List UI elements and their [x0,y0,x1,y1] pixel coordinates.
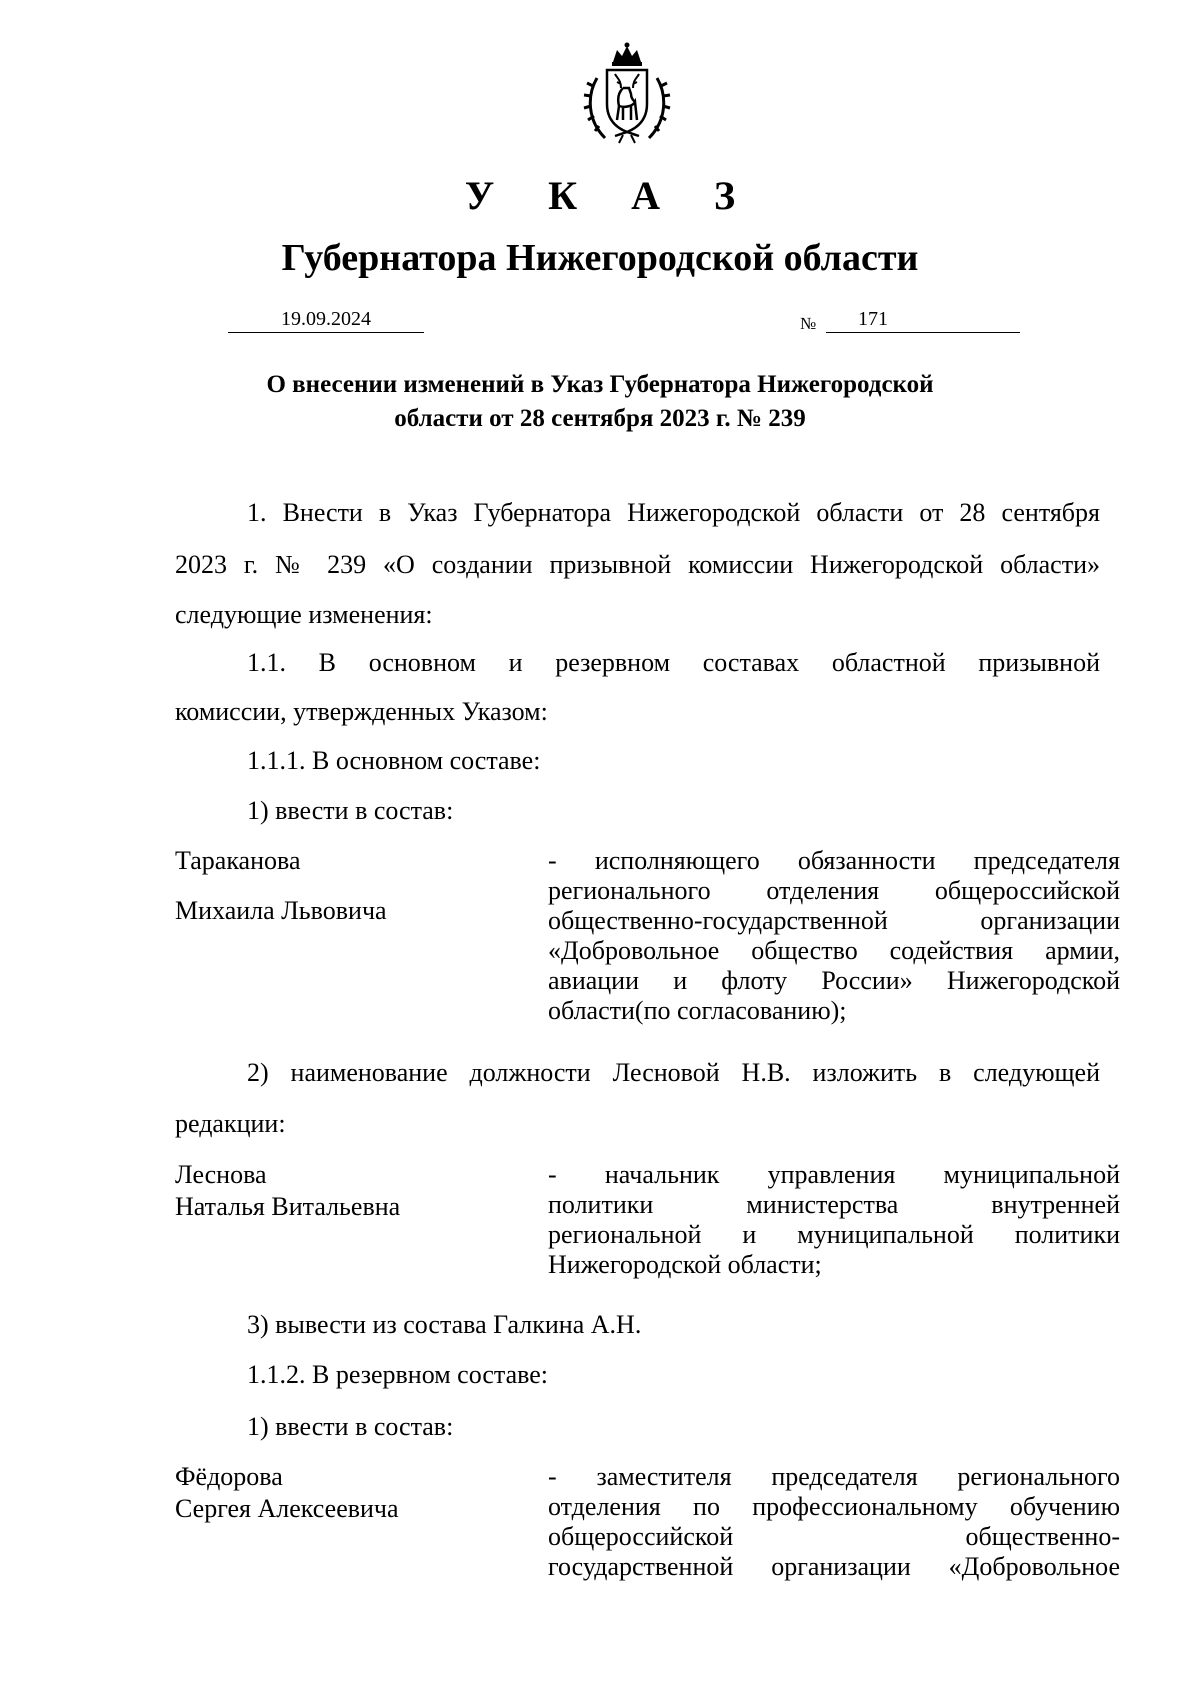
member-1-position-line: общественно-государственной организации [548,906,1120,935]
member-3-position [548,1462,1120,1582]
subject-line-2: области от 28 сентября 2023 г. № 239 [394,405,806,432]
number-sign: № [800,314,817,333]
member-2-position [548,1160,1120,1280]
document-type-title: У К А З [464,173,758,218]
number-value: 171 [858,308,888,330]
member-2-name: Наталья Витальевна [175,1192,401,1221]
member-3-name: Сергея Алексеевича [175,1494,399,1523]
member-2-position-line: - начальник управления муниципальной [548,1160,1120,1189]
document-date [228,306,424,333]
date-value: 19.09.2024 [281,308,371,330]
paragraph-1-1-1-item-1: 1) ввести в состав: [247,796,454,825]
paragraph-1-1-1-item-3: 3) вывести из состава Галкина А.Н. [247,1310,642,1339]
item-2-line-2: редакции: [175,1109,286,1138]
member-2-surname: Леснова [175,1160,267,1189]
member-1-position [548,846,1120,1026]
member-3-surname: Фёдорова [175,1462,283,1491]
paragraph-1-1 [247,648,1100,678]
member-2-position-line: Нижегородской области; [548,1250,822,1279]
paragraph-1 [175,498,1100,528]
paragraph-1-1-1-item-2 [247,1058,1100,1088]
paragraph-1-line-1: 1. Внести в Указ Губернатора Нижегородской области от 28 сентября [247,498,1100,527]
member-1-position-line: регионального отделения общероссийской [548,876,1120,905]
member-3-position-line: государственной организации «Добровольное [548,1552,1120,1581]
item-2-line-1: 2) наименование должности Лесновой Н.В. изложить в следующей [247,1058,1100,1087]
member-1-position-line: «Добровольное общество содействия армии, [548,936,1120,965]
member-1-position-line: области(по согласованию); [548,996,847,1025]
paragraph-1-1-line-2: комиссии, утвержденных Указом: [175,697,548,726]
paragraph-1-line-2: 2023 г. № 239 «О создании призывной комиссии Нижегородской области» [175,550,1100,579]
paragraph-1-1-2: 1.1.2. В резервном составе: [247,1360,548,1389]
document-number [826,306,1020,333]
paragraph-1-line-3: следующие изменения: [175,600,433,629]
member-2-position-line: региональной и муниципальной политики [548,1220,1120,1249]
paragraph-1-1-line-1: 1.1. В основном и резервном составах областной призывной [247,648,1100,677]
member-2-position-line: политики министерства внутренней [548,1190,1120,1219]
member-3-position-line: общероссийской общественно- [548,1522,1120,1551]
coat-of-arms-emblem [575,40,680,145]
member-1-surname: Тараканова [175,846,301,875]
member-3-position-line: отделения по профессиональному обучению [548,1492,1120,1521]
paragraph-1-1-1: 1.1.1. В основном составе: [247,746,541,775]
paragraph-1b [175,550,1100,580]
member-1-position-line: авиации и флоту России» Нижегородской [548,966,1120,995]
issuer-title: Губернатора Нижегородской области [281,237,919,279]
subject-line-1: О внесении изменений в Указ Губернатора Нижегородской [266,371,934,398]
paragraph-1-1-2-item-1: 1) ввести в состав: [247,1412,454,1441]
document-subject [0,368,1200,436]
member-1-position-line: - исполняющего обязанности председателя [548,846,1120,875]
member-1-name: Михаила Львовича [175,896,387,925]
member-3-position-line: - заместителя председателя регионального [548,1462,1120,1491]
